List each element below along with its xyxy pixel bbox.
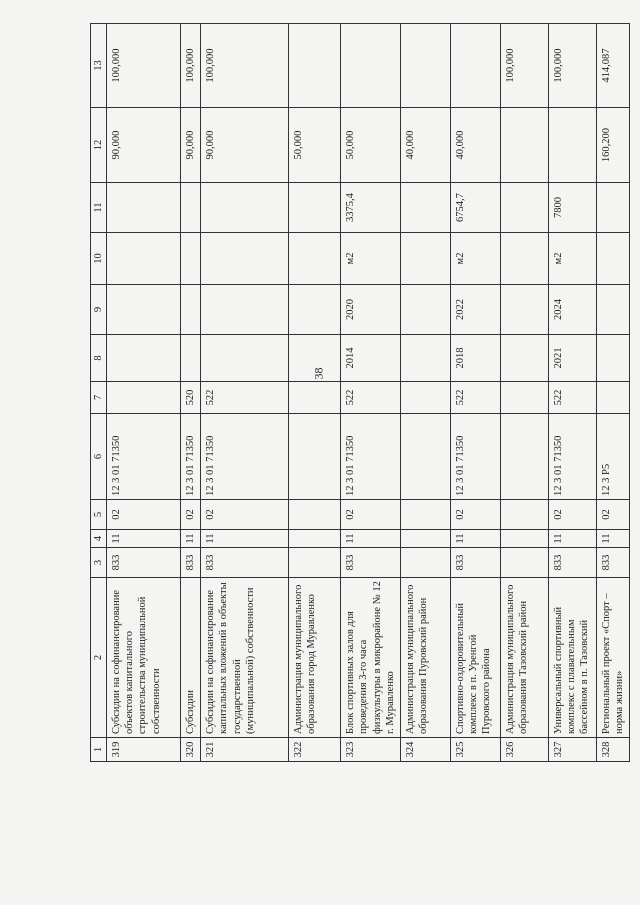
column-header: 7 [91,382,107,414]
table-cell [400,548,450,578]
column-header: 10 [91,233,107,285]
table-cell: 319 [107,738,181,762]
table-cell: 90,000 [107,108,181,183]
table-cell: 11 [548,530,596,548]
table-cell: 12 3 01 71350 [181,414,201,500]
table-cell: 522 [450,382,500,414]
table-cell [289,548,341,578]
table-cell: Администрация муниципального образования Пуровский район [400,578,450,738]
table-cell [400,530,450,548]
table-cell [548,108,596,183]
table-cell [341,24,401,108]
table-cell [181,233,201,285]
table-cell [596,382,629,414]
table-cell: 320 [181,738,201,762]
table-cell [500,548,548,578]
table-cell: 324 [400,738,450,762]
table-cell: 322 [289,738,341,762]
table-cell: 2014 [341,335,401,382]
table-cell [181,285,201,335]
table-row [500,24,548,762]
table-cell: 11 [450,530,500,548]
table-cell [289,382,341,414]
table-cell: 100,000 [500,24,548,108]
table-cell: 11 [107,530,181,548]
table-row [596,24,629,762]
table-cell: 321 [201,738,289,762]
page-number: 38 [311,367,326,380]
table-cell: 100,000 [548,24,596,108]
table-cell: 520 [181,382,201,414]
table-cell: 833 [201,548,289,578]
table-row [548,24,596,762]
table-cell: 02 [341,500,401,530]
table-cell: 3375,4 [341,183,401,233]
table-cell [201,285,289,335]
table-cell: 2022 [450,285,500,335]
column-header: 11 [91,183,107,233]
table-cell [289,285,341,335]
table-cell: 100,000 [201,24,289,108]
table-cell: 12 3 01 71350 [107,414,181,500]
table-row [400,24,450,762]
table-cell: 11 [181,530,201,548]
table-cell [500,335,548,382]
table-cell [289,233,341,285]
table-cell: 40,000 [450,108,500,183]
table-cell: Субсидии [181,578,201,738]
table-cell [400,414,450,500]
table-cell [400,500,450,530]
table-cell [596,183,629,233]
table-cell: 833 [548,548,596,578]
table-cell: м2 [450,233,500,285]
table-cell [400,285,450,335]
column-header: 1 [91,738,107,762]
table-row [201,24,289,762]
table-cell [500,530,548,548]
table-cell: 02 [450,500,500,530]
table-cell: 12 3 P5 [596,414,629,500]
table-cell [500,183,548,233]
table-cell: 02 [201,500,289,530]
table-cell [400,335,450,382]
column-header: 6 [91,414,107,500]
table-cell: 325 [450,738,500,762]
column-header: 4 [91,530,107,548]
table-cell: 50,000 [341,108,401,183]
table-cell: 90,000 [201,108,289,183]
table-cell: 328 [596,738,629,762]
table-row [289,24,341,762]
table-cell: 327 [548,738,596,762]
table-cell: 11 [341,530,401,548]
table-cell: Администрация муниципального образования город Муравленко [289,578,341,738]
table-row [341,24,401,762]
table-cell: 833 [596,548,629,578]
table-cell [400,183,450,233]
table-cell: 12 3 01 71350 [450,414,500,500]
table-cell [289,24,341,108]
table-cell: 2020 [341,285,401,335]
table-cell [289,183,341,233]
table-cell: 11 [201,530,289,548]
table-body [91,24,630,762]
table-cell [289,500,341,530]
table-cell [289,335,341,382]
column-header: 8 [91,335,107,382]
table-cell [400,24,450,108]
table-cell: 02 [596,500,629,530]
table-cell [181,335,201,382]
table-cell [107,233,181,285]
table-cell: 833 [181,548,201,578]
budget-table-container [90,24,625,762]
table-cell: 414,087 [596,24,629,108]
table-cell [107,183,181,233]
table-cell: 11 [596,530,629,548]
table-cell [107,335,181,382]
column-header: 13 [91,24,107,108]
column-header: 3 [91,548,107,578]
table-cell: 2018 [450,335,500,382]
table-cell: 40,000 [400,108,450,183]
table-cell [500,414,548,500]
table-cell: Субсидии на софинансирование капитальных вложений в объекты государственной (муниципальной) собственности [201,578,289,738]
table-cell: м2 [341,233,401,285]
table-cell: м2 [548,233,596,285]
table-cell [181,183,201,233]
table-cell [500,233,548,285]
table-cell: 100,000 [181,24,201,108]
table-row [107,24,181,762]
table-cell: 12 3 01 71350 [341,414,401,500]
table-cell [500,500,548,530]
table-cell: 50,000 [289,108,341,183]
column-header: 9 [91,285,107,335]
table-cell: 833 [107,548,181,578]
table-cell: Универсальный спортивный комплекс с плавательным бассейном в п. Тазовский [548,578,596,738]
table-cell: Блок спортивных залов для проведения 3-го часа физкультуры в микрорайоне № 12 г. Муравленко [341,578,401,738]
table-cell [596,233,629,285]
table-cell: 833 [450,548,500,578]
table-cell: Спортивно-оздоровительный комплекс в п. Уренгой Пуровского района [450,578,500,738]
table-cell [107,382,181,414]
table-cell: Региональный проект «Спорт – норма жизни» [596,578,629,738]
table-row [450,24,500,762]
table-cell: 522 [201,382,289,414]
table-cell: 90,000 [181,108,201,183]
table-cell: 522 [341,382,401,414]
table-cell [107,285,181,335]
table-cell [596,335,629,382]
table-cell: 02 [548,500,596,530]
table-cell: 323 [341,738,401,762]
table-cell: Администрация муниципального образования Тазовский район [500,578,548,738]
table-cell [500,108,548,183]
table-cell [400,233,450,285]
table-cell: 2024 [548,285,596,335]
column-header: 2 [91,578,107,738]
table-cell: 7800 [548,183,596,233]
table-cell: 02 [107,500,181,530]
table-cell: 160,200 [596,108,629,183]
column-header: 12 [91,108,107,183]
table-cell: 326 [500,738,548,762]
header-row [91,24,107,762]
table-cell [201,183,289,233]
column-header: 5 [91,500,107,530]
table-cell: 833 [341,548,401,578]
table-cell [289,530,341,548]
budget-table [90,23,630,762]
table-cell: 12 3 01 71350 [201,414,289,500]
table-cell: 100,000 [107,24,181,108]
table-cell: 02 [181,500,201,530]
table-cell [450,24,500,108]
table-cell: 2021 [548,335,596,382]
table-row [181,24,201,762]
table-cell: 6754,7 [450,183,500,233]
table-cell [500,382,548,414]
table-cell: 12 3 01 71350 [548,414,596,500]
table-cell: 522 [548,382,596,414]
table-cell [201,335,289,382]
table-cell: Субсидии на софинансирование объектов капитального строительства муниципальной собственности [107,578,181,738]
table-cell [400,382,450,414]
table-cell [596,285,629,335]
table-cell [201,233,289,285]
table-cell [289,414,341,500]
table-cell [500,285,548,335]
